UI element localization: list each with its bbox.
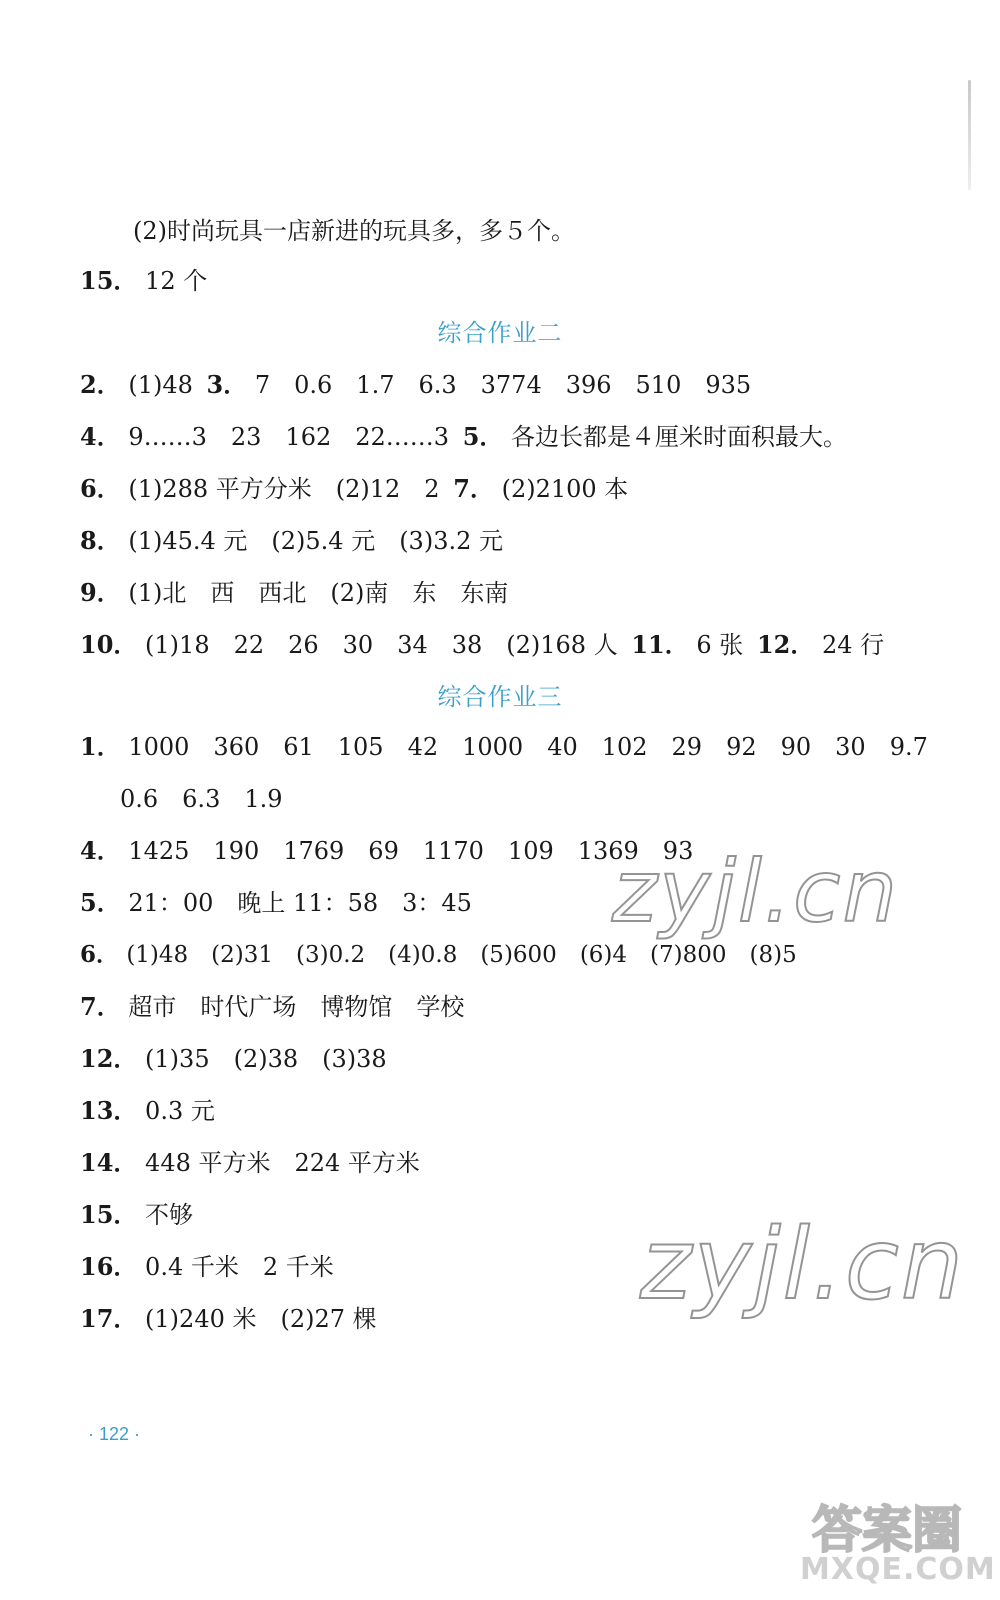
answer-text: 0.6 6.3 1.9 [120,785,283,813]
question-number: 14 [80,1148,114,1177]
answer-line: 2． (1)48 3． 7 0.6 1.7 6.3 3774 396 510 935 [80,370,752,399]
answer-text: 不够 [145,1201,194,1229]
answer-1-cont [120,782,283,816]
question-number: 4 [80,422,97,451]
answer-15-prev: 15． 12 个 [80,266,208,295]
answer-line-continued [133,214,575,248]
question-number: 7 [80,992,97,1021]
watermark: zyjl.cn [612,842,899,942]
watermark: zyjl.cn [640,1208,966,1322]
question-number: 11 [631,630,665,659]
question-number: 12 [756,630,791,659]
answer-text: (2)时尚玩具一店新进的玩具多，多５个。 [133,217,575,245]
answer-text: (1)48 (2)31 (3)0.2 (4)0.8 (5)600 (6)4 (7)800 (8)5 [126,942,797,968]
answer-text: 7 0.6 1.7 6.3 3774 396 510 935 [254,371,752,399]
answer-text: (2)2100 本 [501,475,629,503]
question-number: 8 [80,526,97,555]
answer-12: 12． (1)35 (2)38 (3)38 [80,1044,387,1073]
answer-text: (1)288 平方分米 (2)12 2 [128,475,440,503]
answer-text: (1)240 米 (2)27 棵 [145,1305,377,1333]
corner-logo-url: MXQE.COM [800,1552,996,1587]
question-number: 10 [80,630,114,659]
answer-13: 13． 0.3 元 [80,1096,215,1125]
question-number: 12 [80,1044,114,1073]
question-number: 6 [80,474,97,503]
answer-14: 14． 448 平方米 224 平方米 [80,1148,420,1177]
answer-text: 0.4 千米 2 千米 [145,1253,334,1281]
answer-4: 4． 1425 190 1769 69 1170 109 1369 93 [80,836,694,865]
answer-line: 8． (1)45.4 元 (2)5.4 元 (3)3.2 元 [80,526,503,555]
question-number: 5 [462,422,480,451]
answer-text: (1)北 西 西北 (2)南 东 东南 [128,579,509,607]
answer-text: 0.3 元 [145,1097,215,1125]
answer-line: 9． (1)北 西 西北 (2)南 东 东南 [80,578,509,607]
page-number: · 122 · [88,1424,141,1444]
answer-line: 6． (1)288 平方分米 (2)12 2 7． (2)2100 本 [80,474,629,503]
answer-text: 448 平方米 224 平方米 [145,1149,420,1177]
section-title-3: 综合作业三 [437,683,563,711]
answer-line: 4． 9……3 23 162 22……3 5． 各边长都是４厘米时面积最大。 [80,422,848,451]
answer-text: 各边长都是４厘米时面积最大。 [511,423,848,451]
answer-text: 6 张 [696,631,744,659]
question-number: 9 [80,578,97,607]
question-number: 16 [80,1252,114,1281]
question-number: 7 [453,474,470,503]
question-number: 13 [80,1096,114,1125]
answer-text: (1)18 22 26 30 34 38 (2)168 人 [145,631,618,659]
answer-7: 7． 超市 时代广场 博物馆 学校 [80,992,465,1021]
question-number: 15 [80,1200,114,1229]
question-number: 4 [80,836,97,865]
answer-5: 5． 21：00 晚上 11：58 3：45 [80,888,472,917]
question-number: 15 [80,266,114,295]
corner-logo-text: 答案圈 [812,1501,962,1559]
answer-16: 16． 0.4 千米 2 千米 [80,1252,334,1281]
corner-logo [800,1490,996,1595]
answer-text: 12 个 [145,267,208,295]
answer-text: 24 行 [822,631,885,659]
answer-1: 1． 1000 360 61 105 42 1000 40 102 29 92 90 30 9.7 [80,732,928,761]
answer-text: 1425 190 1769 69 1170 109 1369 93 [128,837,694,865]
question-number: 2 [80,370,97,399]
answer-17: 17． (1)240 米 (2)27 棵 [80,1304,377,1333]
question-number: 17 [80,1304,114,1333]
answer-text: (1)35 (2)38 (3)38 [145,1045,387,1073]
question-number: 5 [80,888,97,917]
section-title-2: 综合作业二 [437,319,563,347]
answer-text: (1)48 [128,371,193,399]
answer-text: 1000 360 61 105 42 1000 40 102 29 92 90 30 9.7 [128,733,928,761]
question-number: 3 [206,370,224,399]
question-number: 1 [80,732,97,761]
answer-line: 10． (1)18 22 26 30 34 38 (2)168 人 11． 6 张 12． 24 行 [80,630,885,659]
answer-text: 超市 时代广场 博物馆 学校 [128,993,465,1021]
answer-6: 6． (1)48 (2)31 (3)0.2 (4)0.8 (5)600 (6)4 (7)800 (8)5 [80,941,797,968]
answer-text: 9……3 23 162 22……3 [128,423,450,451]
answer-text: (1)45.4 元 (2)5.4 元 (3)3.2 元 [128,527,503,555]
page-edge-mark [968,80,971,190]
answer-text: 21：00 晚上 11：58 3：45 [128,889,472,917]
question-number: 6 [80,941,97,968]
answer-15: 15． 不够 [80,1200,194,1229]
